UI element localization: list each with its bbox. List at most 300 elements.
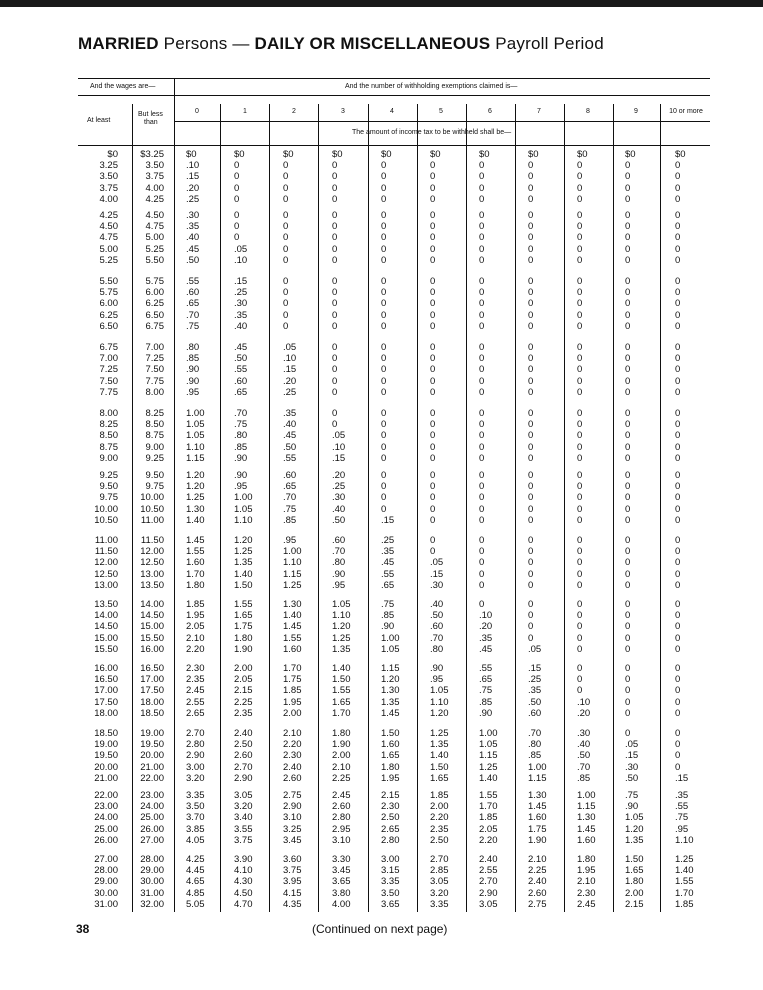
withholding-amount: 0 <box>479 470 485 481</box>
withholding-amount: 0 <box>625 632 631 644</box>
withholding-amount: .40 <box>332 503 346 515</box>
withholding-amount: 1.05 <box>234 503 253 515</box>
withholding-amount: 3.30 <box>332 854 351 865</box>
withholding-amount: .15 <box>430 568 444 580</box>
wage-but-less-than: 22.00 <box>140 772 164 784</box>
withholding-amount: 0 <box>332 210 338 221</box>
withholding-amount: 0 <box>381 243 387 255</box>
table-row <box>0 183 763 194</box>
withholding-amount: 0 <box>332 342 338 353</box>
but-less-header-1: But less <box>138 111 163 118</box>
wage-at-least: 11.50 <box>94 546 118 558</box>
withholding-amount: 0 <box>283 243 289 255</box>
withholding-amount: 0 <box>283 298 289 310</box>
withholding-amount: 3.65 <box>332 876 351 888</box>
withholding-amount: 3.80 <box>332 887 351 899</box>
withholding-amount: 1.50 <box>234 579 253 591</box>
withholding-amount: 2.30 <box>381 801 400 813</box>
withholding-amount: 1.85 <box>479 812 498 824</box>
withholding-amount: 0 <box>381 452 387 464</box>
withholding-amount: 0 <box>577 663 583 674</box>
at-least-header: At least <box>87 117 111 124</box>
wage-but-less-than: 20.00 <box>140 750 164 762</box>
withholding-amount: 0 <box>430 430 436 442</box>
table-row <box>0 663 763 674</box>
withholding-amount: 0 <box>577 452 583 464</box>
withholding-amount: 2.30 <box>186 663 205 674</box>
table-row <box>0 470 763 481</box>
table-row <box>0 854 763 865</box>
exemption-column-header: 0 <box>195 108 199 115</box>
withholding-amount: 1.50 <box>381 728 400 739</box>
withholding-amount: 0 <box>577 375 583 387</box>
withholding-amount: .25 <box>332 481 346 493</box>
withholding-amount: 2.05 <box>479 823 498 835</box>
withholding-amount: 0 <box>234 182 240 194</box>
table-row <box>0 557 763 568</box>
withholding-amount: 0 <box>675 364 681 376</box>
withholding-amount: 0 <box>528 364 534 376</box>
withholding-amount: 0 <box>675 441 681 453</box>
wage-at-least: 16.50 <box>94 674 118 686</box>
withholding-amount: 0 <box>528 254 534 266</box>
withholding-amount: .30 <box>577 728 591 739</box>
withholding-amount: 0 <box>577 568 583 580</box>
withholding-amount: 0 <box>625 546 631 558</box>
wage-at-least: 3.25 <box>99 160 118 172</box>
withholding-amount: 1.10 <box>234 514 253 526</box>
withholding-amount: 0 <box>625 375 631 387</box>
withholding-amount: 0 <box>283 210 289 221</box>
withholding-amount: .30 <box>625 761 639 773</box>
table-row <box>0 865 763 876</box>
wage-but-less-than: 15.00 <box>140 621 164 633</box>
withholding-amount: 1.85 <box>186 599 205 610</box>
withholding-amount: 0 <box>675 685 681 697</box>
withholding-amount: 0 <box>675 610 681 622</box>
withholding-amount: 0 <box>528 470 534 481</box>
withholding-amount: 0 <box>625 171 631 183</box>
wage-but-less-than: 26.00 <box>140 823 164 835</box>
withholding-amount: 2.10 <box>332 761 351 773</box>
withholding-amount: 0 <box>332 243 338 255</box>
withholding-amount: 0 <box>625 696 631 708</box>
withholding-amount: 3.20 <box>186 772 205 784</box>
withholding-amount: 0 <box>577 243 583 255</box>
table-row <box>0 408 763 419</box>
wage-but-less-than: 8.25 <box>145 408 164 419</box>
withholding-amount: 2.60 <box>234 750 253 762</box>
withholding-amount: 2.10 <box>577 876 596 888</box>
withholding-amount: 0 <box>528 221 534 233</box>
withholding-amount: 1.65 <box>381 750 400 762</box>
table-row <box>0 149 763 160</box>
withholding-amount: 0 <box>625 568 631 580</box>
wage-but-less-than: 25.00 <box>140 812 164 824</box>
withholding-amount: 0 <box>625 707 631 719</box>
withholding-amount: 0 <box>625 535 631 546</box>
withholding-amount: 0 <box>528 557 534 569</box>
withholding-amount: 0 <box>577 599 583 610</box>
withholding-amount: 3.05 <box>234 790 253 801</box>
withholding-amount: 0 <box>528 386 534 398</box>
withholding-amount: 2.60 <box>528 887 547 899</box>
withholding-amount: 0 <box>381 342 387 353</box>
withholding-amount: 0 <box>528 309 534 321</box>
withholding-amount: 1.30 <box>381 685 400 697</box>
withholding-amount: 1.85 <box>430 790 449 801</box>
table-row <box>0 492 763 503</box>
wage-but-less-than: 17.50 <box>140 685 164 697</box>
exemption-column-header: 6 <box>488 108 492 115</box>
withholding-amount: 2.65 <box>381 823 400 835</box>
withholding-amount: $0 <box>332 149 343 160</box>
wage-but-less-than: 18.00 <box>140 696 164 708</box>
wage-at-least: 20.00 <box>94 761 118 773</box>
wage-at-least: 18.00 <box>94 707 118 719</box>
withholding-amount: 0 <box>577 557 583 569</box>
withholding-amount: 0 <box>675 663 681 674</box>
table-row <box>0 546 763 557</box>
withholding-amount: 2.00 <box>234 663 253 674</box>
wage-but-less-than: 5.75 <box>145 276 164 287</box>
table-row <box>0 255 763 266</box>
withholding-amount: 0 <box>381 171 387 183</box>
withholding-amount: 4.50 <box>234 887 253 899</box>
withholding-amount: .85 <box>479 696 493 708</box>
wage-at-least: 9.25 <box>99 470 118 481</box>
wage-at-least: 26.00 <box>94 834 118 846</box>
withholding-amount: .30 <box>234 298 248 310</box>
wage-at-least: 5.75 <box>99 287 118 299</box>
withholding-amount: 1.15 <box>577 801 596 813</box>
withholding-amount: 0 <box>675 342 681 353</box>
withholding-amount: 0 <box>234 210 240 221</box>
withholding-amount: 3.05 <box>479 898 498 910</box>
withholding-amount: 0 <box>675 492 681 504</box>
wage-at-least: 10.00 <box>94 503 118 515</box>
withholding-amount: 4.65 <box>186 876 205 888</box>
wage-but-less-than: 24.00 <box>140 801 164 813</box>
withholding-amount: 0 <box>577 514 583 526</box>
withholding-amount: 0 <box>479 160 485 172</box>
withholding-amount: 0 <box>528 342 534 353</box>
withholding-amount: 1.55 <box>283 632 302 644</box>
withholding-amount: 4.10 <box>234 865 253 877</box>
withholding-amount: 2.50 <box>234 739 253 751</box>
withholding-amount: 0 <box>479 320 485 332</box>
withholding-amount: 0 <box>381 160 387 172</box>
table-row <box>0 232 763 243</box>
withholding-amount: 0 <box>381 386 387 398</box>
withholding-amount: 0 <box>479 408 485 419</box>
withholding-amount: 0 <box>528 193 534 205</box>
wage-but-less-than: 8.50 <box>145 419 164 431</box>
withholding-amount: .15 <box>675 772 689 784</box>
withholding-amount: 1.45 <box>186 535 205 546</box>
wage-but-less-than: 13.00 <box>140 568 164 580</box>
withholding-amount: $0 <box>283 149 294 160</box>
wage-at-least: 12.00 <box>94 557 118 569</box>
wage-at-least: 9.75 <box>99 492 118 504</box>
withholding-amount: 1.10 <box>332 610 351 622</box>
withholding-amount: .60 <box>430 621 444 633</box>
table-row <box>0 835 763 846</box>
withholding-amount: 0 <box>430 276 436 287</box>
withholding-amount: 1.75 <box>528 823 547 835</box>
withholding-amount: 0 <box>675 643 681 655</box>
wage-at-least: 29.00 <box>94 876 118 888</box>
table-row <box>0 244 763 255</box>
withholding-amount: .10 <box>283 353 297 365</box>
withholding-amount: 0 <box>675 287 681 299</box>
table-row <box>0 287 763 298</box>
withholding-amount: 3.50 <box>381 887 400 899</box>
withholding-amount: .35 <box>479 632 493 644</box>
table-row <box>0 644 763 655</box>
withholding-amount: 1.00 <box>283 546 302 558</box>
table-row <box>0 674 763 685</box>
withholding-amount: 1.90 <box>528 834 547 846</box>
wage-but-less-than: 3.75 <box>145 171 164 183</box>
table-row <box>0 580 763 591</box>
wage-at-least: 19.00 <box>94 739 118 751</box>
withholding-amount: 1.15 <box>186 452 205 464</box>
withholding-amount: 0 <box>675 254 681 266</box>
withholding-amount: 0 <box>577 342 583 353</box>
withholding-amount: 0 <box>625 254 631 266</box>
withholding-amount: 3.60 <box>283 854 302 865</box>
wage-but-less-than: 13.50 <box>140 579 164 591</box>
withholding-amount: 1.60 <box>381 739 400 751</box>
withholding-amount: 0 <box>577 632 583 644</box>
withholding-amount: 0 <box>430 287 436 299</box>
wage-at-least: 5.50 <box>99 276 118 287</box>
withholding-amount: 0 <box>625 470 631 481</box>
withholding-amount: 1.10 <box>283 557 302 569</box>
withholding-amount: .10 <box>577 696 591 708</box>
withholding-amount: 1.10 <box>675 834 694 846</box>
withholding-amount: 0 <box>528 171 534 183</box>
wage-at-least: 8.75 <box>99 441 118 453</box>
withholding-amount: 1.70 <box>675 887 694 899</box>
wage-but-less-than: 5.50 <box>145 254 164 266</box>
withholding-amount: 3.15 <box>381 865 400 877</box>
withholding-amount: 3.95 <box>283 876 302 888</box>
withholding-amount: 0 <box>528 430 534 442</box>
withholding-amount: 1.55 <box>332 685 351 697</box>
withholding-amount: .80 <box>430 643 444 655</box>
withholding-amount: 0 <box>283 171 289 183</box>
withholding-amount: 1.05 <box>430 685 449 697</box>
withholding-amount: .85 <box>528 750 542 762</box>
withholding-amount: 1.50 <box>430 761 449 773</box>
withholding-amount: 0 <box>625 193 631 205</box>
withholding-amount: .20 <box>186 182 200 194</box>
withholding-amount: .60 <box>186 287 200 299</box>
withholding-amount: 0 <box>479 193 485 205</box>
table-row <box>0 750 763 761</box>
withholding-amount: 0 <box>479 375 485 387</box>
withholding-amount: 2.35 <box>430 823 449 835</box>
withholding-amount: 1.85 <box>675 898 694 910</box>
wage-but-less-than: 4.25 <box>145 193 164 205</box>
withholding-amount: 3.10 <box>283 812 302 824</box>
withholding-amount: 1.50 <box>332 674 351 686</box>
withholding-amount: 0 <box>479 430 485 442</box>
withholding-amount: .70 <box>430 632 444 644</box>
withholding-amount: 1.75 <box>234 621 253 633</box>
withholding-amount: 0 <box>283 182 289 194</box>
withholding-amount: 3.75 <box>234 834 253 846</box>
withholding-amount: 0 <box>479 579 485 591</box>
withholding-amount: 0 <box>625 287 631 299</box>
withholding-amount: 1.50 <box>625 854 644 865</box>
withholding-amount: 0 <box>577 685 583 697</box>
withholding-amount: .25 <box>283 386 297 398</box>
withholding-amount: 0 <box>528 298 534 310</box>
withholding-amount: 0 <box>283 320 289 332</box>
withholding-amount: 0 <box>625 492 631 504</box>
withholding-amount: .45 <box>283 430 297 442</box>
withholding-amount: 1.35 <box>234 557 253 569</box>
withholding-amount: .70 <box>528 728 542 739</box>
withholding-amount: 1.40 <box>332 663 351 674</box>
wage-at-least: 31.00 <box>94 898 118 910</box>
withholding-amount: 2.70 <box>234 761 253 773</box>
withholding-amount: 0 <box>625 503 631 515</box>
withholding-amount: .95 <box>332 579 346 591</box>
withholding-amount: 2.65 <box>186 707 205 719</box>
withholding-amount: 0 <box>675 182 681 194</box>
withholding-amount: 0 <box>430 535 436 546</box>
wage-but-less-than: 28.00 <box>140 854 164 865</box>
withholding-amount: 2.55 <box>186 696 205 708</box>
withholding-amount: 0 <box>332 160 338 172</box>
withholding-amount: 2.15 <box>234 685 253 697</box>
withholding-amount: .90 <box>430 663 444 674</box>
withholding-amount: 0 <box>283 309 289 321</box>
table-row <box>0 171 763 182</box>
withholding-amount: .70 <box>283 492 297 504</box>
withholding-amount: 0 <box>332 320 338 332</box>
withholding-amount: 0 <box>479 441 485 453</box>
withholding-amount: 2.70 <box>479 876 498 888</box>
withholding-amount: 0 <box>577 492 583 504</box>
withholding-amount: .30 <box>430 579 444 591</box>
withholding-amount: 1.80 <box>577 854 596 865</box>
withholding-amount: 0 <box>577 160 583 172</box>
wage-but-less-than: 32.00 <box>140 898 164 910</box>
withholding-amount: 0 <box>430 546 436 558</box>
withholding-amount: .35 <box>234 309 248 321</box>
withholding-amount: 1.70 <box>479 801 498 813</box>
withholding-amount: 0 <box>479 535 485 546</box>
wage-at-least: 21.00 <box>94 772 118 784</box>
withholding-amount: 2.10 <box>528 854 547 865</box>
withholding-amount: 1.20 <box>186 470 205 481</box>
withholding-amount: .65 <box>381 579 395 591</box>
wage-but-less-than: 15.50 <box>140 632 164 644</box>
withholding-amount: .95 <box>234 481 248 493</box>
wage-but-less-than: 9.25 <box>145 452 164 464</box>
withholding-amount: 0 <box>625 441 631 453</box>
withholding-amount: 0 <box>528 546 534 558</box>
withholding-amount: 0 <box>381 320 387 332</box>
wage-at-least: 7.00 <box>99 353 118 365</box>
withholding-amount: 0 <box>381 408 387 419</box>
withholding-amount: 2.00 <box>625 887 644 899</box>
wage-at-least: 9.00 <box>99 452 118 464</box>
withholding-amount: 1.20 <box>332 621 351 633</box>
wage-but-less-than: 6.75 <box>145 320 164 332</box>
withholding-amount: 2.75 <box>283 790 302 801</box>
withholding-amount: .10 <box>332 441 346 453</box>
withholding-amount: 1.15 <box>479 750 498 762</box>
withholding-amount: 1.05 <box>625 812 644 824</box>
withholding-amount: 0 <box>381 419 387 431</box>
withholding-amount: 1.55 <box>479 790 498 801</box>
withholding-amount: 0 <box>528 419 534 431</box>
table-row <box>0 824 763 835</box>
withholding-amount: .45 <box>479 643 493 655</box>
withholding-amount: 0 <box>528 182 534 194</box>
withholding-amount: 0 <box>577 503 583 515</box>
withholding-amount: .10 <box>234 254 248 266</box>
withholding-amount: .90 <box>186 364 200 376</box>
wage-at-least: 7.50 <box>99 375 118 387</box>
withholding-amount: 0 <box>577 430 583 442</box>
withholding-amount: 0 <box>479 599 485 610</box>
withholding-amount: 2.00 <box>332 750 351 762</box>
withholding-amount: 2.45 <box>186 685 205 697</box>
withholding-amount: 2.45 <box>577 898 596 910</box>
table-row <box>0 599 763 610</box>
withholding-amount: 1.20 <box>234 535 253 546</box>
withholding-amount: 0 <box>332 353 338 365</box>
withholding-amount: 0 <box>381 309 387 321</box>
withholding-amount: 0 <box>528 514 534 526</box>
withholding-amount: 3.40 <box>234 812 253 824</box>
withholding-amount: 0 <box>479 232 485 244</box>
withholding-amount: 0 <box>479 254 485 266</box>
table-row <box>0 453 763 464</box>
withholding-amount: 0 <box>625 221 631 233</box>
withholding-amount: 1.40 <box>675 865 694 877</box>
withholding-amount: .85 <box>577 772 591 784</box>
withholding-amount: 1.35 <box>381 696 400 708</box>
withholding-amount: 0 <box>528 492 534 504</box>
withholding-amount: 1.00 <box>234 492 253 504</box>
withholding-amount: 0 <box>283 160 289 172</box>
withholding-amount: .05 <box>283 342 297 353</box>
withholding-amount: 0 <box>332 276 338 287</box>
withholding-amount: 0 <box>625 610 631 622</box>
withholding-amount: 1.20 <box>625 823 644 835</box>
withholding-amount: 0 <box>381 210 387 221</box>
withholding-amount: 2.70 <box>186 728 205 739</box>
withholding-amount: 1.25 <box>283 579 302 591</box>
table-row <box>0 685 763 696</box>
withholding-amount: 1.65 <box>625 865 644 877</box>
withholding-amount: 1.45 <box>283 621 302 633</box>
wage-but-less-than: 7.50 <box>145 364 164 376</box>
withholding-amount: .20 <box>283 375 297 387</box>
withholding-amount: .20 <box>577 707 591 719</box>
withholding-amount: 0 <box>577 193 583 205</box>
withholding-amount: 0 <box>381 298 387 310</box>
withholding-amount: 1.15 <box>283 568 302 580</box>
